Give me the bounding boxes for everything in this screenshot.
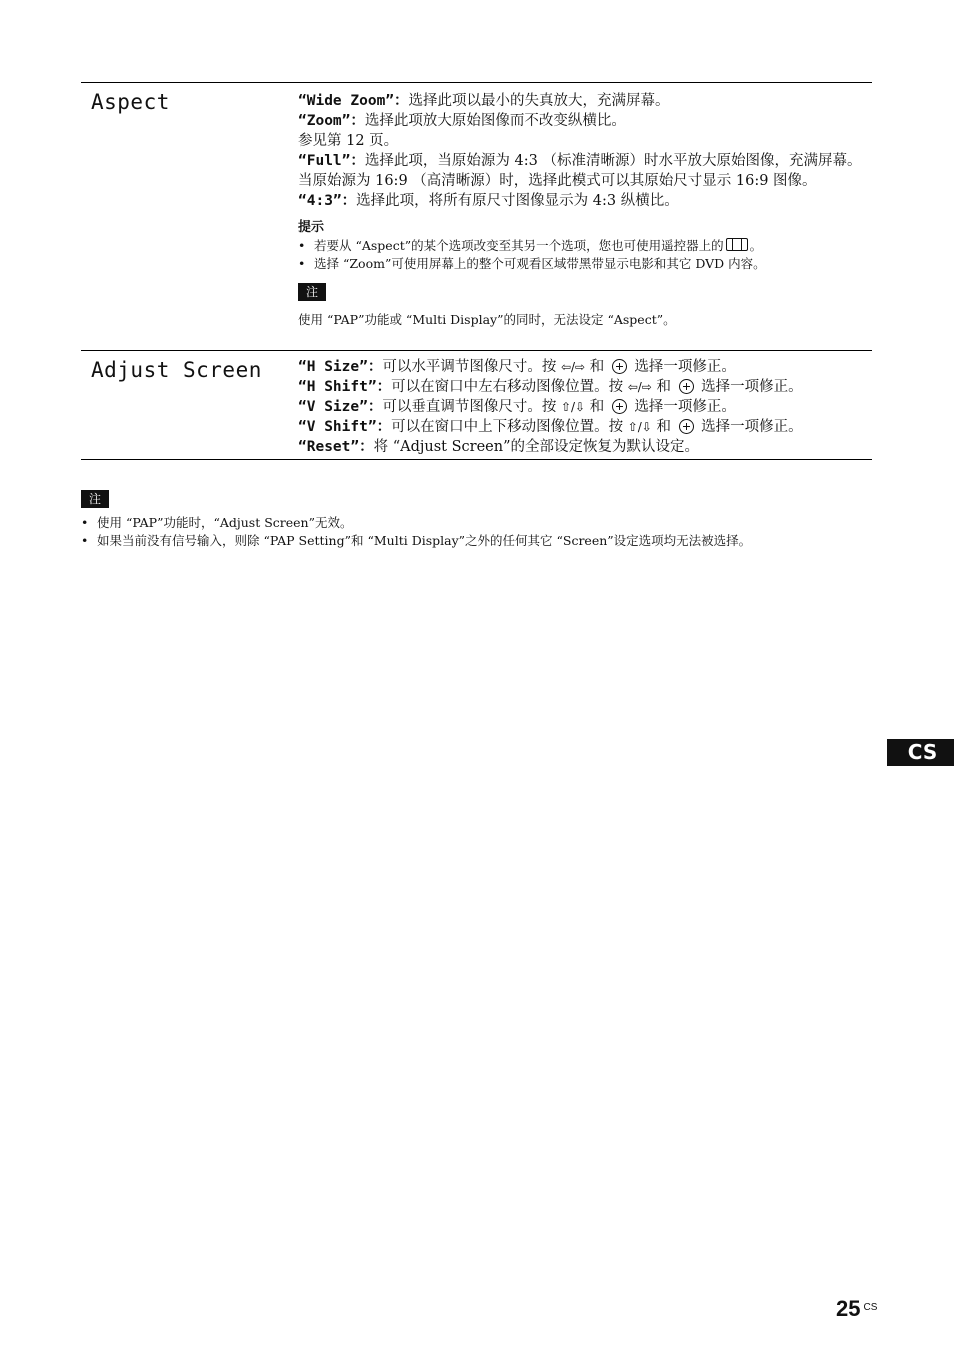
v-size-text: 可以垂直调节图像尺寸。按 xyxy=(382,399,561,415)
hint-item xyxy=(298,255,872,273)
hint-item xyxy=(298,237,872,255)
reset-term: “Reset”： xyxy=(298,439,374,455)
aspect-row xyxy=(81,82,872,350)
left-right-arrow-icon: ⇦/⇨ xyxy=(560,360,586,374)
hint-title: 提示 xyxy=(298,220,325,235)
v-size-line xyxy=(298,397,872,417)
aspect-description xyxy=(298,91,872,329)
v-shift-term: “V Shift”： xyxy=(298,419,392,435)
h-shift-term: “H Shift”： xyxy=(298,379,392,395)
note-item xyxy=(81,532,872,550)
note-badge-wrap xyxy=(298,281,872,301)
v-size-text-end: 选择一项修正。 xyxy=(629,399,736,415)
reset-text: 将 “Adjust Screen”的全部设定恢复为默认设定。 xyxy=(373,439,699,455)
page-number xyxy=(836,1296,877,1322)
page-reference: 参见第 12 页。 xyxy=(298,133,399,149)
four-three-line xyxy=(298,191,872,211)
left-right-arrow-icon: ⇦/⇨ xyxy=(627,380,652,394)
v-shift-text: 可以在窗口中上下移动图像位置。按 xyxy=(391,419,628,435)
note-item-text: 如果当前没有信号输入，则除 “PAP Setting”和 “Multi Display”之外的任何其它 “Screen”设定选项均无法被选择。 xyxy=(97,533,752,548)
language-tab: CS xyxy=(887,739,954,766)
bullet: • xyxy=(81,533,89,548)
note-item xyxy=(81,514,872,532)
and-text: 和 xyxy=(651,419,676,435)
adjust-screen-description xyxy=(298,357,872,457)
v-shift-text-end: 选择一项修正。 xyxy=(696,419,803,435)
up-down-arrow-icon: ⇧/⇩ xyxy=(560,400,586,414)
enter-button-icon xyxy=(679,379,694,394)
wide-zoom-line xyxy=(298,91,872,111)
enter-button-icon xyxy=(679,419,694,434)
page-suffix: CS xyxy=(863,1302,878,1313)
reset-line xyxy=(298,437,872,457)
and-text: 和 xyxy=(585,359,609,375)
enter-button-icon xyxy=(612,399,627,414)
h-size-text-end: 选择一项修正。 xyxy=(629,359,736,375)
zoom-line xyxy=(298,111,872,131)
settings-table xyxy=(81,82,872,460)
aspect-note-text: 使用 “PAP”功能或 “Multi Display”的同时，无法设定 “Aspect”。 xyxy=(298,312,676,327)
v-shift-line xyxy=(298,417,872,437)
note-badge: 注 xyxy=(298,283,326,301)
up-down-arrow-icon: ⇧/⇩ xyxy=(627,420,652,434)
bullet: • xyxy=(81,515,89,530)
note-item-text: 使用 “PAP”功能时，“Adjust Screen”无效。 xyxy=(97,515,353,530)
h-size-term: “H Size”： xyxy=(298,359,383,375)
h-size-line xyxy=(298,357,872,377)
hint-1-text: 若要从 “Aspect”的某个选项改变至其另一个选项，您也可使用遥控器上的 xyxy=(314,238,724,253)
and-text: 和 xyxy=(585,399,609,415)
zoom-text: 选择此项放大原始图像而不改变纵横比。 xyxy=(364,113,626,129)
adjust-screen-setting-name: Adjust Screen xyxy=(91,358,262,382)
hint-1-end: 。 xyxy=(749,238,763,253)
wide-mode-icon xyxy=(726,238,748,251)
h-shift-text: 可以在窗口中左右移动图像位置。按 xyxy=(391,379,628,395)
four-three-text: 选择此项，将所有原尺寸图像显示为 4:3 纵横比。 xyxy=(356,193,679,209)
and-text: 和 xyxy=(651,379,676,395)
page-number-value: 25 xyxy=(836,1296,861,1321)
aspect-setting-name: Aspect xyxy=(91,90,170,114)
full-term: “Full”： xyxy=(298,153,365,169)
wide-zoom-text: 选择此项以最小的失真放大，充满屏幕。 xyxy=(408,93,670,109)
h-shift-line xyxy=(298,377,872,397)
hint-2-text: 选择 “Zoom”可使用屏幕上的整个可观看区域带黑带显示电影和其它 DVD 内容。 xyxy=(314,256,766,271)
zoom-term: “Zoom”： xyxy=(298,113,365,129)
bullet: • xyxy=(298,256,306,271)
h-size-text: 可以水平调节图像尺寸。按 xyxy=(382,359,561,375)
v-size-term: “V Size”： xyxy=(298,399,383,415)
bullet: • xyxy=(298,238,306,253)
full-text: 选择此项，当原始源为 4:3 （标准清晰源）时水平放大原始图像，充满屏幕。当原始源为 16:9 （高清晰源）时，选择此模式可以其原始尺寸显示 16:9 图像。 xyxy=(298,153,862,189)
bottom-notes xyxy=(81,488,872,550)
full-line xyxy=(298,151,872,191)
h-shift-text-end: 选择一项修正。 xyxy=(696,379,803,395)
adjust-screen-row xyxy=(81,350,872,460)
wide-zoom-term: “Wide Zoom”： xyxy=(298,93,409,109)
enter-button-icon xyxy=(612,359,627,374)
note-badge: 注 xyxy=(81,490,109,508)
four-three-term: “4:3”： xyxy=(298,193,357,209)
